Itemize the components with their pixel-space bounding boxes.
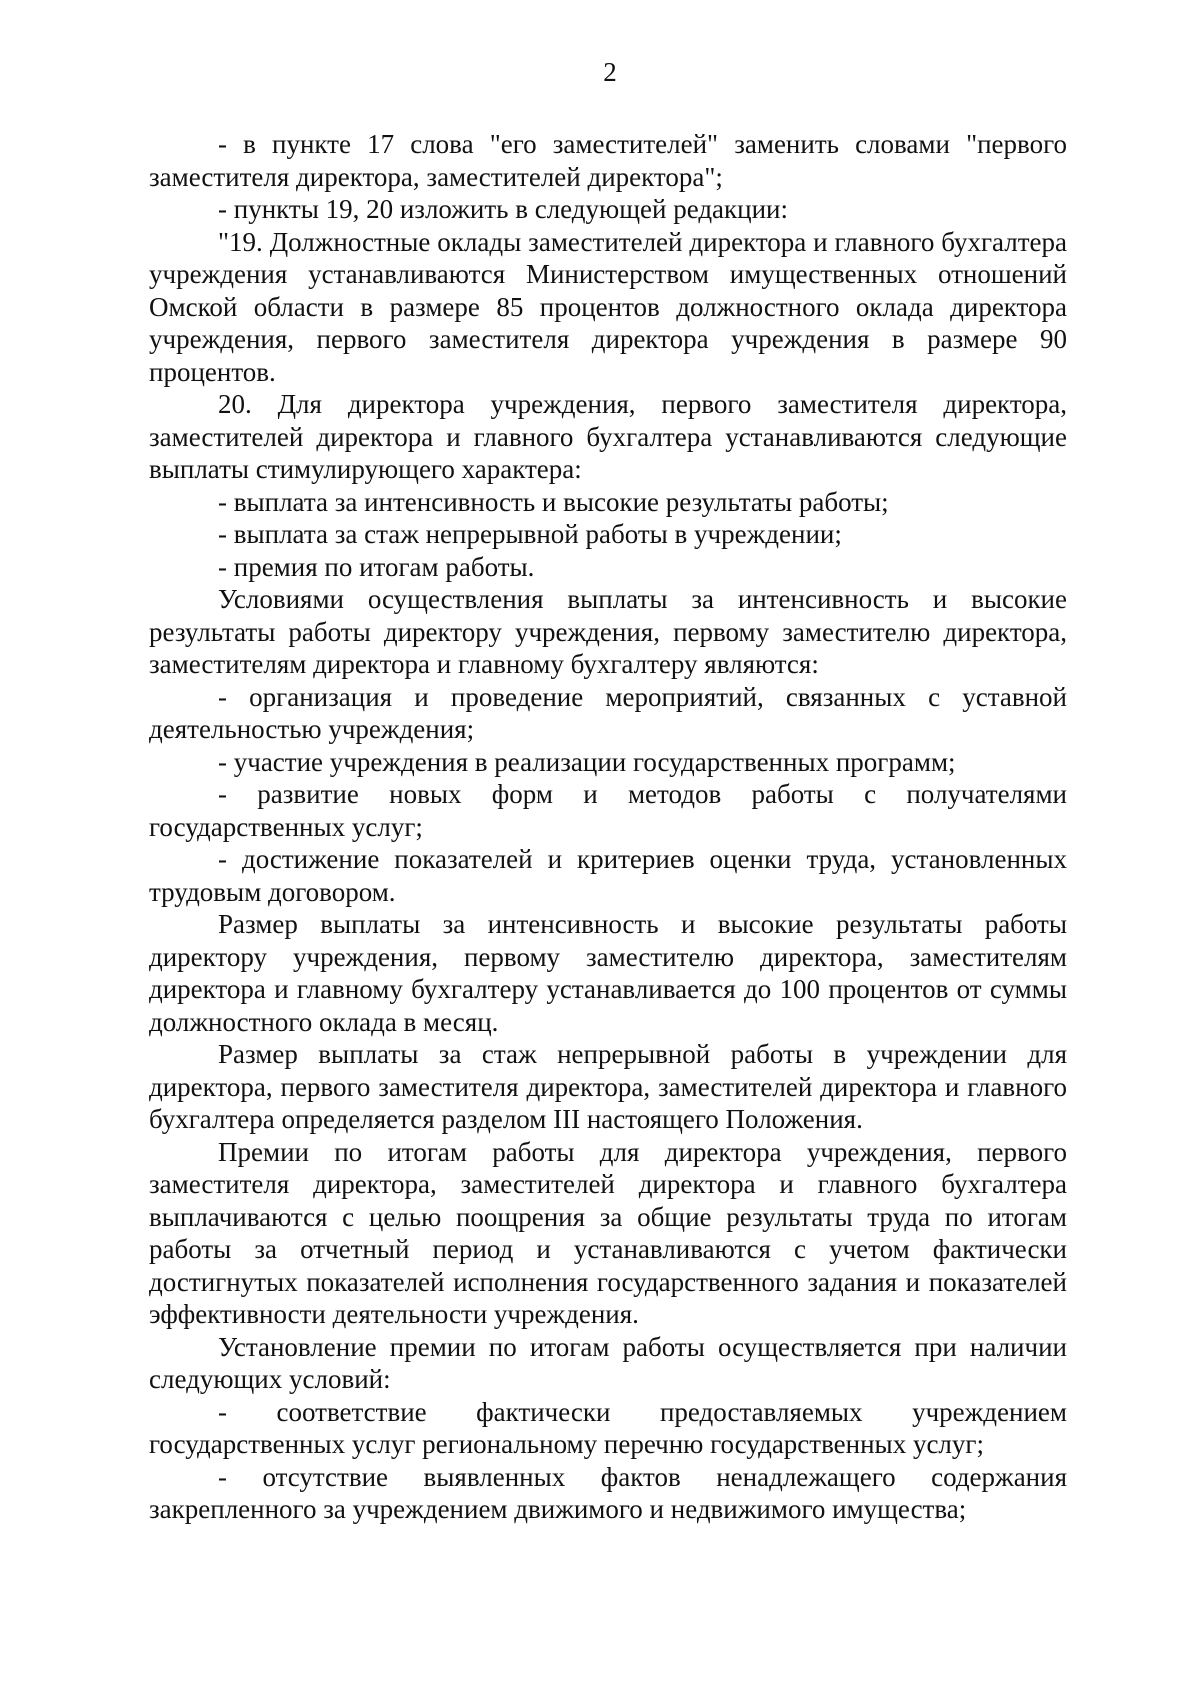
page-number: 2 — [603, 57, 617, 87]
paragraph: - выплата за интенсивность и высокие результаты работы; — [218, 486, 889, 517]
paragraph: - пункты 19, 20 изложить в следующей редакции: — [218, 194, 789, 224]
paragraph: - отсутствие выявленных фактов ненадлежащего содержания закрепленного за учреждением движимого и недвижимого имущества; — [149, 1461, 1067, 1524]
paragraph: Размер выплаты за стаж непрерывной работы в учреждении для директора, первого заместителя директора, заместителей директора и главного бухгалтера определяется разделом III настоящего Положения. — [149, 1039, 1067, 1134]
paragraph: - выплата за стаж непрерывной работы в учреждении; — [218, 519, 842, 549]
paragraph: 20. Для директора учреждения, первого заместителя директора, заместителей директора и главного бухгалтера устанавливаются следующие выплаты стимулирующего характера: — [149, 389, 1067, 484]
paragraph: Установление премии по итогам работы осуществляется при наличии следующих условий: — [149, 1331, 1067, 1394]
paragraph: - премия по итогам работы. — [218, 551, 535, 582]
paragraph: Условиями осуществления выплаты за интенсивность и высокие результаты работы директору учреждения, первому заместителю директора, заместителям директора и главному бухгалтеру являются: — [149, 584, 1067, 679]
paragraph: - достижение показателей и критериев оценки труда, установленных трудовым договором. — [149, 844, 1067, 907]
paragraph: - соответствие фактически предоставляемых учреждением государственных услуг региональному перечню государственных услуг; — [149, 1396, 1067, 1459]
paragraph: - развитие новых форм и методов работы с получателями государственных услуг; — [149, 779, 1067, 842]
paragraph: "19. Должностные оклады заместителей директора и главного бухгалтера учреждения устанавливаются Министерством имущественных отношений Омской области в размере 85 процентов должностного оклада директора учреждения, первого заместителя директора учреждения в размере 90 процентов. — [149, 226, 1067, 387]
paragraph: Размер выплаты за интенсивность и высокие результаты работы директору учреждения, первому заместителю директора, заместителям директора и главному бухгалтеру устанавливается до 100 процентов от суммы должностного оклада в месяц. — [149, 909, 1067, 1037]
paragraph: - участие учреждения в реализации государственных программ; — [218, 746, 956, 777]
paragraph: Премии по итогам работы для директора учреждения, первого заместителя директора, заместителей директора и главного бухгалтера выплачиваются с целью поощрения за общие результаты труда по итогам работы за отчетный период и устанавливаются с учетом фактически достигнутых показателей исполнения государственного задания и показателей эффективности деятельности учреждения. — [149, 1136, 1067, 1329]
paragraph: - организация и проведение мероприятий, связанных с уставной деятельностью учреждения; — [149, 681, 1067, 744]
paragraph: - в пункте 17 слова "его заместителей" заменить словами "первого заместителя директора, заместителей директора"; — [149, 129, 1067, 192]
document-body — [149, 128, 1067, 1526]
